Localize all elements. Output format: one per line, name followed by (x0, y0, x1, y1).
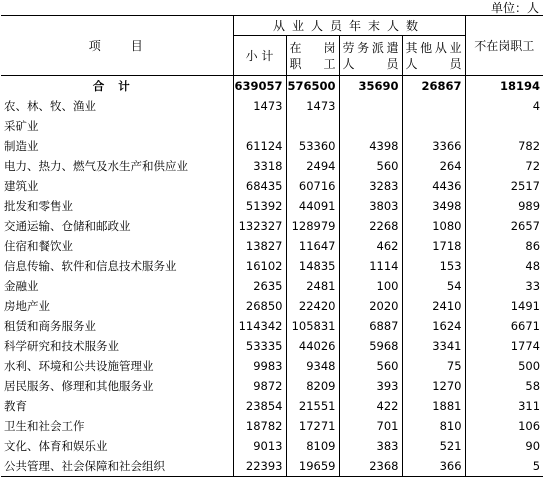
cell-not-on-post: 58 (465, 376, 543, 396)
table-row (1, 396, 543, 416)
table-row (1, 436, 543, 456)
cell-on-post: 44091 (286, 196, 339, 216)
total-label: 合计 (92, 79, 144, 93)
header-dispatch-line1: 劳务派遣 (342, 40, 399, 55)
header-dispatch-staff (339, 36, 402, 76)
industry-name: 批发和零售业 (4, 199, 73, 213)
cell-not-on-post: 782 (465, 136, 543, 156)
industry-name: 农、林、牧、渔业 (4, 99, 96, 113)
cell-on-post: 19659 (286, 456, 339, 477)
cell-other (402, 96, 465, 116)
header-item: 项 目 (1, 16, 233, 76)
cell-dispatch: 6887 (339, 316, 402, 336)
table-row (1, 336, 543, 356)
cell-other: 810 (402, 416, 465, 436)
cell-other: 75 (402, 356, 465, 376)
cell-dispatch: 560 (339, 356, 402, 376)
cell-not-on-post: 1774 (465, 336, 543, 356)
cell-dispatch: 393 (339, 376, 402, 396)
cell-not-on-post: 2657 (465, 216, 543, 236)
cell-not-on-post: 500 (465, 356, 543, 376)
cell-other: 1624 (402, 316, 465, 336)
cell-not-on-post: 4 (465, 96, 543, 116)
cell-on-post: 2494 (286, 156, 339, 176)
cell-on-post: 8209 (286, 376, 339, 396)
cell-subtotal: 13827 (233, 236, 286, 256)
cell-on-post: 8109 (286, 436, 339, 456)
industry-name: 建筑业 (4, 179, 39, 193)
total-other: 26867 (402, 76, 465, 97)
header-on-post-staff (286, 36, 339, 76)
industry-name: 信息传输、软件和信息技术服务业 (4, 259, 177, 273)
cell-not-on-post: 1491 (465, 296, 543, 316)
industry-name: 交通运输、仓储和邮政业 (4, 219, 131, 233)
industry-name: 科学研究和技术服务业 (4, 339, 119, 353)
cell-subtotal: 68435 (233, 176, 286, 196)
table-row (1, 116, 543, 136)
header-on-post-line2: 职 工 (289, 56, 336, 71)
cell-subtotal: 61124 (233, 136, 286, 156)
table-row (1, 376, 543, 396)
cell-on-post: 17271 (286, 416, 339, 436)
cell-other: 3498 (402, 196, 465, 216)
total-subtotal: 639057 (233, 76, 286, 97)
cell-subtotal: 9872 (233, 376, 286, 396)
header-on-post-line1: 在 岗 (289, 40, 336, 55)
cell-subtotal: 26850 (233, 296, 286, 316)
table-row (1, 416, 543, 436)
cell-on-post: 11647 (286, 236, 339, 256)
cell-subtotal: 9983 (233, 356, 286, 376)
table-row (1, 96, 543, 116)
cell-not-on-post: 311 (465, 396, 543, 416)
cell-not-on-post (465, 116, 543, 136)
cell-dispatch: 560 (339, 156, 402, 176)
cell-not-on-post: 106 (465, 416, 543, 436)
cell-subtotal: 22393 (233, 456, 286, 477)
cell-subtotal: 53335 (233, 336, 286, 356)
industry-name: 电力、热力、燃气及水生产和供应业 (4, 159, 188, 173)
cell-dispatch (339, 116, 402, 136)
cell-dispatch: 383 (339, 436, 402, 456)
header-dispatch-line2: 人 员 (342, 56, 399, 71)
cell-other: 366 (402, 456, 465, 477)
header-subtotal: 小 计 (233, 36, 286, 76)
cell-subtotal: 23854 (233, 396, 286, 416)
table-row (1, 456, 543, 477)
cell-subtotal: 16102 (233, 256, 286, 276)
table-row (1, 236, 543, 256)
cell-other: 3366 (402, 136, 465, 156)
table-row (1, 256, 543, 276)
cell-other: 264 (402, 156, 465, 176)
total-on-post: 576500 (286, 76, 339, 97)
cell-not-on-post: 90 (465, 436, 543, 456)
cell-subtotal: 3318 (233, 156, 286, 176)
industry-name: 水利、环境和公共设施管理业 (4, 359, 154, 373)
cell-subtotal: 51392 (233, 196, 286, 216)
cell-on-post (286, 116, 339, 136)
cell-dispatch: 3803 (339, 196, 402, 216)
unit-label: 单位：人 (490, 1, 539, 15)
cell-not-on-post: 48 (465, 256, 543, 276)
cell-dispatch: 701 (339, 416, 402, 436)
industry-name: 文化、体育和娱乐业 (4, 439, 108, 453)
header-employed-group: 从业人员年末人数 (233, 16, 465, 36)
cell-dispatch (339, 96, 402, 116)
cell-other (402, 116, 465, 136)
cell-other: 521 (402, 436, 465, 456)
cell-dispatch: 5968 (339, 336, 402, 356)
total-not-on-post: 18194 (465, 76, 543, 97)
cell-on-post: 14835 (286, 256, 339, 276)
cell-on-post: 1473 (286, 96, 339, 116)
industry-name: 采矿业 (4, 119, 39, 133)
cell-not-on-post: 33 (465, 276, 543, 296)
table-row (1, 156, 543, 176)
industry-name: 卫生和社会工作 (4, 419, 85, 433)
cell-on-post: 2481 (286, 276, 339, 296)
cell-subtotal: 132327 (233, 216, 286, 236)
cell-on-post: 105831 (286, 316, 339, 336)
cell-not-on-post: 86 (465, 236, 543, 256)
cell-dispatch: 462 (339, 236, 402, 256)
cell-on-post: 9348 (286, 356, 339, 376)
cell-on-post: 128979 (286, 216, 339, 236)
table-row (1, 276, 543, 296)
industry-name: 金融业 (4, 279, 39, 293)
cell-on-post: 60716 (286, 176, 339, 196)
cell-dispatch: 3283 (339, 176, 402, 196)
cell-subtotal: 18782 (233, 416, 286, 436)
header-other-line1: 其他从业 (405, 40, 462, 55)
header-not-on-post: 不在岗职工 (465, 16, 543, 76)
table-row (1, 176, 543, 196)
cell-not-on-post: 5 (465, 456, 543, 477)
industry-name: 住宿和餐饮业 (4, 239, 73, 253)
cell-dispatch: 1114 (339, 256, 402, 276)
industry-name: 居民服务、修理和其他服务业 (4, 379, 154, 393)
cell-subtotal (233, 116, 286, 136)
cell-dispatch: 100 (339, 276, 402, 296)
industry-name: 教育 (4, 399, 27, 413)
cell-dispatch: 422 (339, 396, 402, 416)
cell-not-on-post: 989 (465, 196, 543, 216)
cell-other: 2410 (402, 296, 465, 316)
cell-dispatch: 2268 (339, 216, 402, 236)
cell-other: 3341 (402, 336, 465, 356)
cell-other: 1270 (402, 376, 465, 396)
cell-on-post: 53360 (286, 136, 339, 156)
cell-dispatch: 2368 (339, 456, 402, 477)
cell-not-on-post: 72 (465, 156, 543, 176)
cell-other: 4436 (402, 176, 465, 196)
cell-dispatch: 4398 (339, 136, 402, 156)
cell-subtotal: 9013 (233, 436, 286, 456)
table-row (1, 196, 543, 216)
industry-name: 公共管理、社会保障和社会组织 (1, 456, 233, 477)
header-other-staff (402, 36, 465, 76)
cell-on-post: 21551 (286, 396, 339, 416)
table-row (1, 316, 543, 336)
header-other-line2: 人 员 (405, 56, 462, 71)
table-row (1, 136, 543, 156)
cell-not-on-post: 2517 (465, 176, 543, 196)
industry-name: 房地产业 (4, 299, 50, 313)
table-row (1, 296, 543, 316)
cell-not-on-post: 6671 (465, 316, 543, 336)
cell-other: 54 (402, 276, 465, 296)
cell-subtotal: 1473 (233, 96, 286, 116)
cell-other: 1718 (402, 236, 465, 256)
table-row (1, 216, 543, 236)
cell-other: 1080 (402, 216, 465, 236)
cell-subtotal: 2635 (233, 276, 286, 296)
total-row (1, 76, 543, 97)
cell-subtotal: 114342 (233, 316, 286, 336)
cell-on-post: 44026 (286, 336, 339, 356)
industry-name: 租赁和商务服务业 (4, 319, 96, 333)
cell-other: 1881 (402, 396, 465, 416)
cell-dispatch: 2020 (339, 296, 402, 316)
total-dispatch: 35690 (339, 76, 402, 97)
employment-table (1, 15, 543, 477)
industry-name: 制造业 (4, 139, 39, 153)
cell-other: 153 (402, 256, 465, 276)
cell-on-post: 22420 (286, 296, 339, 316)
table-row (1, 356, 543, 376)
